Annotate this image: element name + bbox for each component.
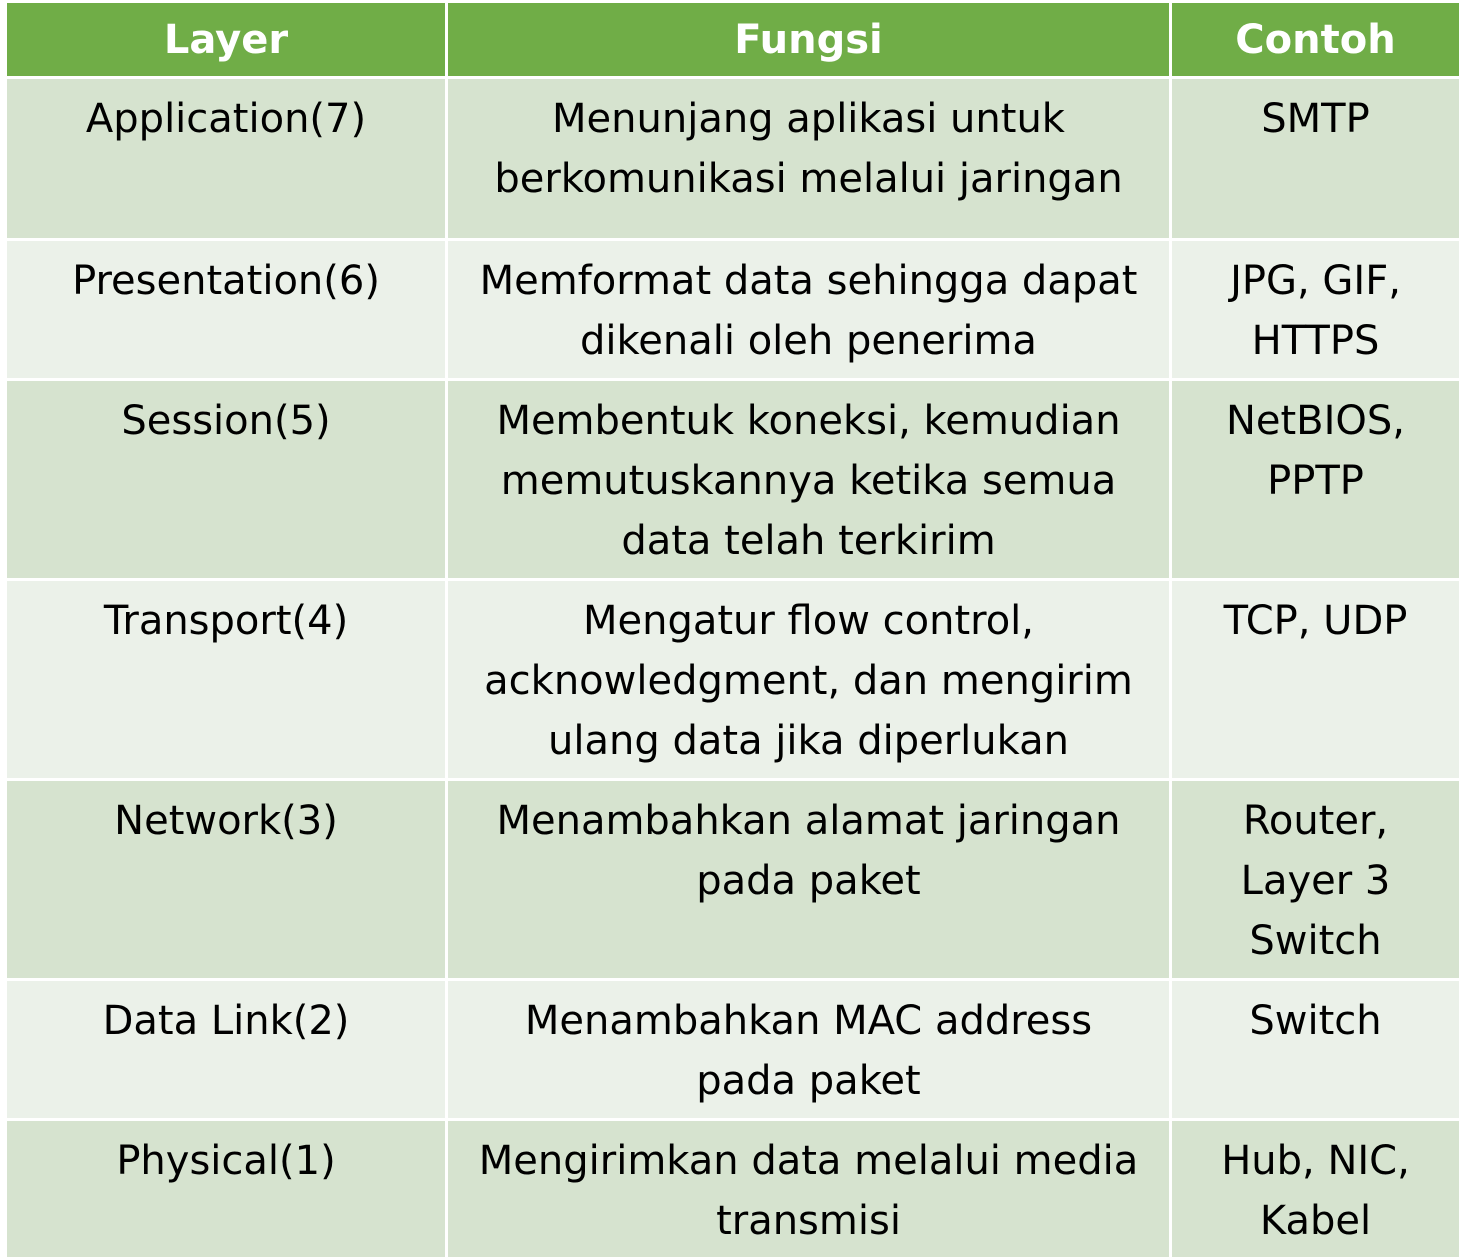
layer-name: Transport(4)	[103, 598, 349, 644]
layer-cell	[6, 1120, 447, 1259]
layer-cell	[6, 580, 447, 780]
fungsi-text: Mengirimkan data melalui media transmisi	[478, 1138, 1139, 1244]
table-row	[6, 1120, 1461, 1259]
contoh-cell	[1171, 580, 1461, 780]
contoh-cell	[1171, 240, 1461, 380]
layer-name: Session(5)	[121, 398, 331, 444]
fungsi-cell	[447, 240, 1171, 380]
table-row	[6, 380, 1461, 580]
header-contoh: Contoh	[1171, 2, 1461, 78]
fungsi-cell	[447, 980, 1171, 1120]
layer-name: Physical(1)	[116, 1138, 336, 1184]
fungsi-text: Menunjang aplikasi untuk berkomunikasi melalui jaringan	[494, 96, 1123, 202]
table-row	[6, 240, 1461, 380]
layer-cell	[6, 780, 447, 980]
fungsi-text: Menambahkan MAC address pada paket	[524, 998, 1093, 1104]
layer-cell	[6, 980, 447, 1120]
table-header-row	[6, 2, 1461, 78]
contoh-text: Hub, NIC, Kabel	[1221, 1138, 1410, 1244]
contoh-text: Router, Layer 3 Switch	[1240, 798, 1391, 964]
fungsi-text: Menambahkan alamat jaringan pada paket	[496, 798, 1121, 904]
fungsi-text: Membentuk koneksi, kemudian memutuskannya ketika semua data telah terkirim	[496, 398, 1121, 564]
table-row	[6, 780, 1461, 980]
contoh-cell	[1171, 1120, 1461, 1259]
contoh-cell	[1171, 380, 1461, 580]
layer-name: Presentation(6)	[72, 258, 380, 304]
header-layer: Layer	[6, 2, 447, 78]
layer-cell	[6, 240, 447, 380]
layer-name: Data Link(2)	[102, 998, 350, 1044]
header-fungsi: Fungsi	[447, 2, 1171, 78]
contoh-text: TCP, UDP	[1223, 598, 1408, 644]
fungsi-cell	[447, 78, 1171, 240]
fungsi-cell	[447, 380, 1171, 580]
contoh-text: SMTP	[1261, 96, 1370, 142]
contoh-text: JPG, GIF, HTTPS	[1230, 258, 1401, 364]
fungsi-text: Mengatur flow control, acknowledgment, dan mengirim ulang data jika diperlukan	[484, 598, 1133, 764]
contoh-text: NetBIOS, PPTP	[1225, 398, 1406, 504]
contoh-cell	[1171, 980, 1461, 1120]
contoh-cell	[1171, 78, 1461, 240]
contoh-cell	[1171, 780, 1461, 980]
table-row	[6, 580, 1461, 780]
table-row	[6, 78, 1461, 240]
fungsi-cell	[447, 580, 1171, 780]
osi-layer-table	[4, 0, 1462, 1260]
layer-cell	[6, 380, 447, 580]
table-row	[6, 980, 1461, 1120]
fungsi-text: Memformat data sehingga dapat dikenali oleh penerima	[479, 258, 1138, 364]
fungsi-cell	[447, 1120, 1171, 1259]
contoh-text: Switch	[1249, 998, 1382, 1044]
fungsi-cell	[447, 780, 1171, 980]
layer-cell	[6, 78, 447, 240]
layer-name: Application(7)	[85, 96, 367, 142]
layer-name: Network(3)	[114, 798, 338, 844]
